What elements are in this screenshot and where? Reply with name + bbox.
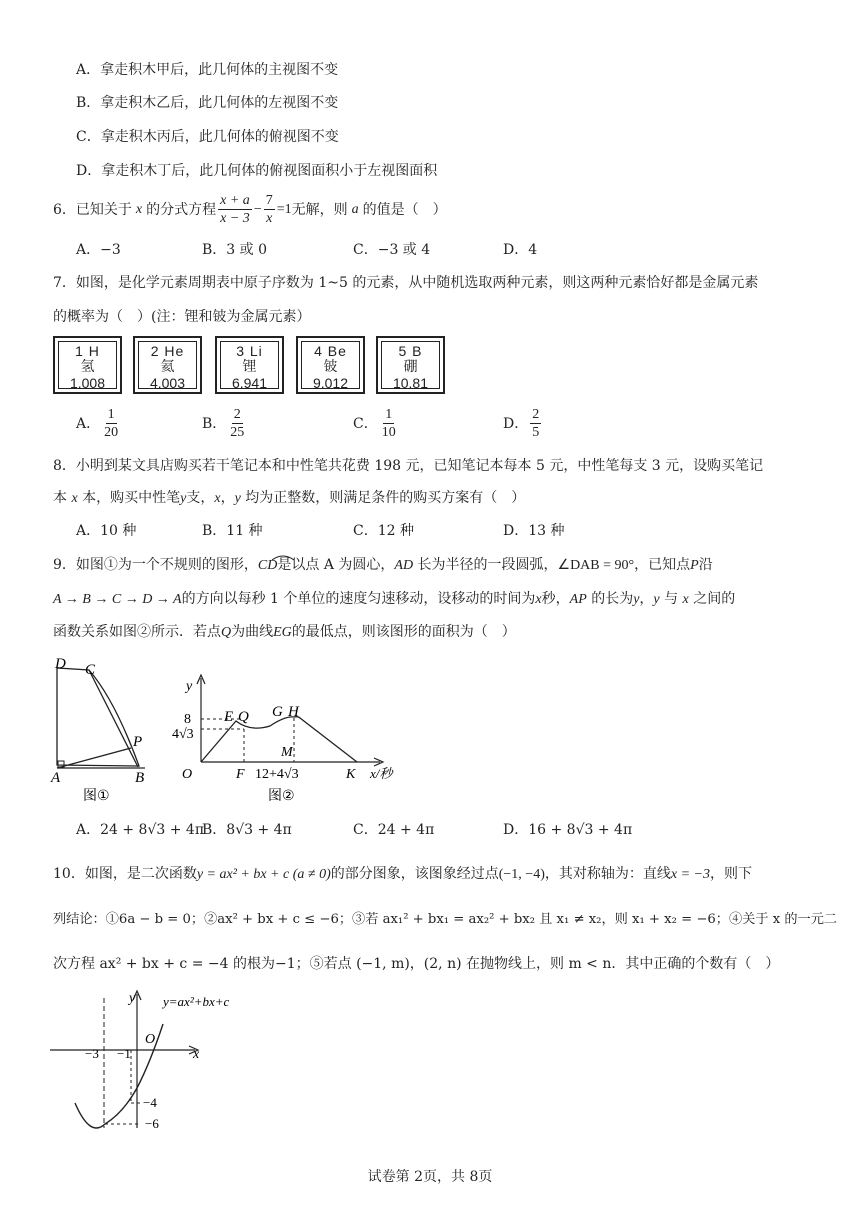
q8-option-d: D．13 种 bbox=[503, 523, 565, 539]
q10-line2: 列结论：①6a − b = 0；②ax² + bx + c ≤ −6；③若 ax₁² + bx₁ = ax₂² + bx₂ 且 x₁ ≠ x₂，则 x₁ + x₂ = −6；④关于 x 的一元二 bbox=[53, 912, 838, 927]
figure-1 bbox=[45, 650, 165, 810]
q6-end: 的值是（ ） bbox=[362, 201, 447, 218]
q6-after: 无解，则 bbox=[291, 201, 348, 218]
fig2-label-k: K bbox=[346, 767, 356, 782]
q6-fraction-2: $\frac{7}{x}$ bbox=[265, 193, 273, 226]
fig2-tick-4sqrt3: 4√3 bbox=[172, 727, 194, 742]
q10-tick-neg6: −6 bbox=[145, 1116, 159, 1131]
fig2-caption: 图② bbox=[268, 788, 295, 804]
fig1-label-c: C bbox=[85, 662, 96, 678]
q10-line1: 10．如图，是二次函数y = ax² + bx + c (a ≠ 0)的部分图象，该图象经过点(−1, −4)，其对称轴为：直线x = −3，则下 bbox=[53, 866, 752, 882]
arc-cd: CD bbox=[257, 558, 278, 573]
fig2-label-h: H bbox=[288, 704, 299, 720]
q8-option-a: A．10 种 bbox=[76, 523, 137, 539]
q9-option-b: B．8√3 + 4π bbox=[202, 822, 292, 838]
q6-equals: =1 bbox=[276, 201, 292, 217]
q10-parabola-figure bbox=[45, 988, 265, 1138]
q7-option-c: C． $\frac{1}{10}$ bbox=[353, 407, 396, 440]
q6-mid: 的分式方程 bbox=[146, 201, 217, 218]
q10-label-o: O bbox=[145, 1032, 156, 1047]
q7-option-d: D． $\frac{2}{5}$ bbox=[503, 407, 540, 440]
q6-fraction-1: $\frac{x + a}{x - 3}$ bbox=[220, 193, 250, 226]
fig1-label-d: D bbox=[55, 656, 66, 672]
q6-var-a: a bbox=[351, 201, 359, 217]
q9-option-d: D．16 + 8√3 + 4π bbox=[503, 822, 633, 838]
fig1-label-p: P bbox=[133, 734, 143, 750]
q8-line1: 8．小明到某文具店购买若干笔记本和中性笔共花费 198 元，已知笔记本每本 5 元，中性笔每支 3 元，设购买笔记 bbox=[53, 458, 764, 474]
fig2-label-o: O bbox=[182, 767, 193, 782]
fig2-tick-mid: 12+4√3 bbox=[255, 767, 299, 782]
q10-tick-neg1: −1 bbox=[117, 1046, 131, 1061]
q8-option-c: C．12 种 bbox=[353, 523, 414, 539]
q6-option-c: C．−3 或 4 bbox=[353, 242, 431, 258]
q9-option-c: C．24 + 4π bbox=[353, 822, 435, 838]
q9-line2: A → B → C → D → A的方向以每秒 1 个单位的速度匀速移动，设移动的时间为x秒，AP 的长为y，y 与 x 之间的 bbox=[53, 591, 736, 607]
q8-option-b: B．11 种 bbox=[202, 523, 263, 539]
q5-option-c: C．拿走积木丙后，此几何体的俯视图不变 bbox=[76, 129, 339, 145]
element-card-li: 3 Li 锂 6.941 bbox=[215, 336, 284, 394]
fig2-label-g: G bbox=[272, 704, 283, 720]
element-card-b: 5 B 硼 10.81 bbox=[376, 336, 445, 394]
q5-option-b: B．拿走积木乙后，此几何体的左视图不变 bbox=[76, 95, 339, 111]
q10-tick-neg4: −4 bbox=[143, 1095, 157, 1110]
fig2-label-e: E bbox=[224, 709, 234, 725]
q6-minus: − bbox=[253, 201, 262, 217]
element-card-he: 2 He 氦 4.003 bbox=[133, 336, 202, 394]
fig2-tick-8: 8 bbox=[184, 712, 191, 727]
fig1-caption: 图① bbox=[83, 788, 110, 804]
q6-prefix: 6．已知关于 bbox=[53, 201, 132, 218]
q5-option-a: A．拿走积木甲后，此几何体的主视图不变 bbox=[76, 62, 339, 78]
fig2-label-q: Q bbox=[238, 709, 249, 725]
q10-tick-neg3: −3 bbox=[85, 1046, 99, 1061]
q6-option-b: B．3 或 0 bbox=[202, 242, 268, 258]
q9-line3: 函数关系如图②所示．若点Q为曲线EG的最低点，则该图形的面积为（ ） bbox=[53, 624, 516, 640]
q6-option-a: A．−3 bbox=[76, 242, 121, 258]
element-card-be: 4 Be 铍 9.012 bbox=[296, 336, 365, 394]
fig2-label-m: M bbox=[281, 745, 293, 760]
fig2-label-f: F bbox=[236, 767, 245, 782]
q9-line1: 9．如图①为一个不规则的图形，CD是以点 A 为圆心，AD 长为半径的一段圆弧，∠DAB = 90°，已知点P沿 bbox=[53, 557, 713, 573]
q6-option-d: D．4 bbox=[503, 242, 538, 258]
page-footer: 试卷第 2页，共 8页 bbox=[367, 1169, 493, 1185]
fig2-label-y: y bbox=[186, 679, 193, 694]
fig1-label-a: A bbox=[51, 770, 61, 786]
q7-line1: 7．如图，是化学元素周期表中原子序数为 1~5 的元素，从中随机选取两种元素，则这两种元素恰好都是金属元素 bbox=[53, 275, 759, 291]
fig1-label-b: B bbox=[135, 770, 145, 786]
q10-func-label: y=ax²+bx+c bbox=[163, 994, 230, 1009]
q8-line2: 本 x 本，购买中性笔y支，x，y 均为正整数，则满足条件的购买方案有（ ） bbox=[53, 490, 526, 506]
element-card-h: 1 H 氢 1.008 bbox=[53, 336, 122, 394]
arc-mark bbox=[270, 553, 296, 561]
q5-option-d: D．拿走积木丁后，此几何体的俯视图面积小于左视图面积 bbox=[76, 163, 438, 179]
q6-var-x: x bbox=[135, 201, 143, 217]
q7-option-b: B． $\frac{2}{25}$ bbox=[202, 407, 245, 440]
q9-option-a: A．24 + 8√3 + 4π bbox=[76, 822, 205, 838]
q10-label-x: x bbox=[193, 1047, 200, 1062]
q7-line2: 的概率为（ ）(注：锂和铍为金属元素） bbox=[53, 309, 311, 325]
q7-option-a: A． $\frac{1}{20}$ bbox=[76, 407, 119, 440]
fig2-label-x: x/秒 bbox=[370, 766, 393, 781]
figure-2 bbox=[170, 672, 400, 808]
q10-label-y: y bbox=[129, 991, 136, 1006]
q10-line3: 次方程 ax² + bx + c = −4 的根为−1；⑤若点 (−1, m)，(2, n) 在抛物线上，则 m < n．其中正确的个数有（ ） bbox=[53, 956, 780, 972]
q6-stem bbox=[53, 192, 447, 227]
